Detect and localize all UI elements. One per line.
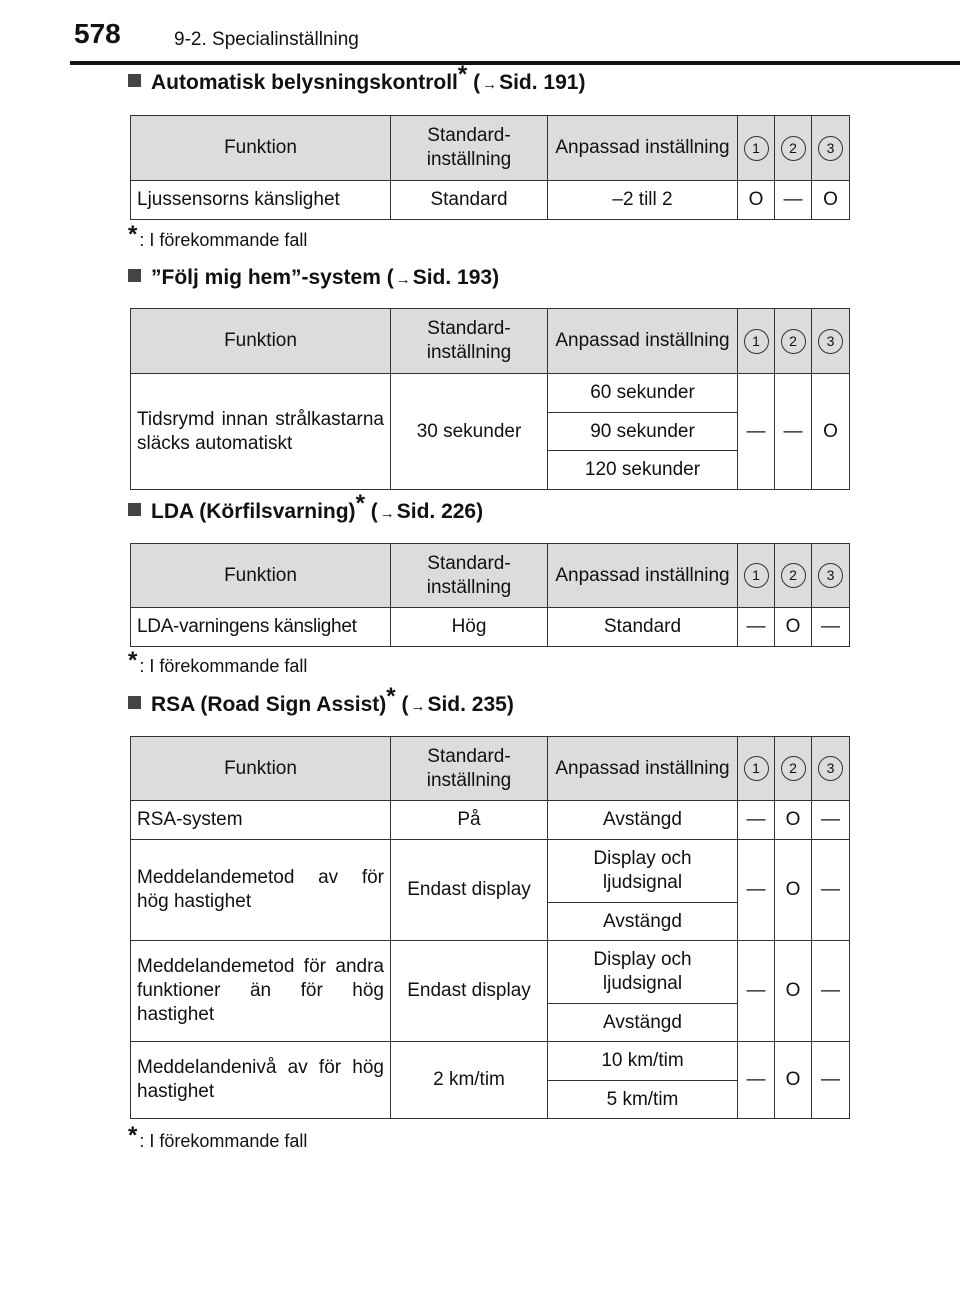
function-cell: Meddelandemetod för andra funktioner än för hög hastighet xyxy=(131,941,391,1042)
mark-cell-3: — xyxy=(812,801,850,840)
arrow-right-icon: → xyxy=(379,505,395,522)
mark-cell-3: — xyxy=(812,1042,850,1119)
custom-cell: 5 km/tim xyxy=(548,1081,738,1119)
footnote: * : I förekommande fall xyxy=(128,647,308,676)
settings-table-rsa xyxy=(130,736,850,1119)
circled-1-icon: 1 xyxy=(744,563,769,588)
col-header-anpassad: Anpassad inställning xyxy=(548,116,738,181)
mark-cell-3: O xyxy=(812,181,850,220)
bullet-square-icon xyxy=(128,269,141,282)
col-header-anpassad: Anpassad inställning xyxy=(548,309,738,374)
custom-cell: 10 km/tim xyxy=(548,1042,738,1081)
custom-cell: Avstängd xyxy=(548,801,738,840)
table-row xyxy=(131,801,850,840)
function-cell: LDA-varningens känslighet xyxy=(131,608,391,647)
circled-3-icon: 3 xyxy=(818,756,843,781)
custom-cell: –2 till 2 xyxy=(548,181,738,220)
col-header-funktion: Funktion xyxy=(131,544,391,608)
mark-cell-2: O xyxy=(775,801,812,840)
settings-table-follow-me-home xyxy=(130,308,850,490)
standard-cell: På xyxy=(391,801,548,840)
col-header-anpassad: Anpassad inställning xyxy=(548,544,738,608)
table-row xyxy=(131,840,850,903)
table-row xyxy=(131,374,850,413)
mark-cell-2: O xyxy=(775,840,812,941)
circled-1-icon: 1 xyxy=(744,329,769,354)
asterisk-icon: * xyxy=(386,683,396,710)
page-reference: Sid. 235 xyxy=(427,693,507,716)
custom-cell: Standard xyxy=(548,608,738,647)
circled-3-icon: 3 xyxy=(818,563,843,588)
arrow-right-icon: → xyxy=(410,698,426,715)
asterisk-icon: * xyxy=(128,1122,138,1149)
chapter-title: 9-2. Specialinställning xyxy=(174,29,359,50)
mark-cell-1: — xyxy=(738,801,775,840)
custom-cell: 60 sekunder xyxy=(548,374,738,413)
standard-cell: Standard xyxy=(391,181,548,220)
function-cell: RSA-system xyxy=(131,801,391,840)
page-reference: Sid. 226 xyxy=(396,500,477,523)
section-title: ”Följ mig hem”-system ( xyxy=(151,266,394,289)
mark-cell-2: O xyxy=(775,941,812,1042)
custom-cell: Display och ljudsignal xyxy=(548,941,738,1004)
mark-cell-1: — xyxy=(738,1042,775,1119)
asterisk-icon: * xyxy=(128,221,138,248)
table-row xyxy=(131,1042,850,1081)
page-reference: Sid. 191 xyxy=(499,71,579,94)
standard-cell: 2 km/tim xyxy=(391,1042,548,1119)
page-reference: Sid. 193 xyxy=(412,266,493,289)
circled-2-icon: 2 xyxy=(781,329,806,354)
standard-cell: Hög xyxy=(391,608,548,647)
standard-cell: Endast display xyxy=(391,840,548,941)
col-header-standard: Standard-inställning xyxy=(391,309,548,374)
section-heading-rsa: RSA (Road Sign Assist)* ( →Sid. 235) xyxy=(128,693,514,717)
arrow-right-icon: → xyxy=(395,271,411,288)
header-rule xyxy=(70,61,960,65)
mark-cell-2: — xyxy=(775,374,812,490)
footnote: * : I förekommande fall xyxy=(128,1122,308,1151)
col-header-funktion: Funktion xyxy=(131,737,391,801)
mark-cell-3: O xyxy=(812,374,850,490)
circled-3-icon: 3 xyxy=(818,329,843,354)
section-title: Automatisk belysningskontroll xyxy=(151,71,458,94)
col-header-standard: Standard-inställning xyxy=(391,737,548,801)
table-row xyxy=(131,181,850,220)
mark-cell-1: — xyxy=(738,374,775,490)
function-cell: Meddelandenivå av för hög hastighet xyxy=(131,1042,391,1119)
custom-cell: Avstängd xyxy=(548,903,738,941)
section-heading-follow-me-home: ”Följ mig hem”-system ( →Sid. 193) xyxy=(128,266,499,290)
mark-cell-1: — xyxy=(738,941,775,1042)
mark-cell-3: — xyxy=(812,840,850,941)
section-title: LDA (Körfilsvarning) xyxy=(151,500,356,523)
arrow-right-icon: → xyxy=(482,76,498,93)
asterisk-icon: * xyxy=(457,61,468,88)
circled-2-icon: 2 xyxy=(781,756,806,781)
function-cell: Meddelandemetod av för hög hastighet xyxy=(131,840,391,941)
mark-cell-2: O xyxy=(775,608,812,647)
function-cell: Ljussensorns känslighet xyxy=(131,181,391,220)
settings-table-automatic-lighting xyxy=(130,115,850,220)
footnote: * : I förekommande fall xyxy=(128,221,308,250)
standard-cell: 30 sekunder xyxy=(391,374,548,490)
col-header-standard: Standard-inställning xyxy=(391,116,548,181)
custom-cell: 90 sekunder xyxy=(548,413,738,451)
circled-1-icon: 1 xyxy=(744,136,769,161)
page-number: 578 xyxy=(74,18,121,49)
standard-cell: Endast display xyxy=(391,941,548,1042)
section-heading-lda: LDA (Körfilsvarning)* ( →Sid. 226) xyxy=(128,500,483,524)
circled-3-icon: 3 xyxy=(818,136,843,161)
bullet-square-icon xyxy=(128,696,141,709)
section-title: RSA (Road Sign Assist) xyxy=(151,693,387,716)
custom-cell: Display och ljudsignal xyxy=(548,840,738,903)
mark-cell-2: O xyxy=(775,1042,812,1119)
circled-2-icon: 2 xyxy=(781,563,806,588)
circled-1-icon: 1 xyxy=(744,756,769,781)
asterisk-icon: * xyxy=(355,490,365,517)
bullet-square-icon xyxy=(128,74,141,87)
table-row xyxy=(131,608,850,647)
col-header-anpassad: Anpassad inställning xyxy=(548,737,738,801)
bullet-square-icon xyxy=(128,503,141,516)
asterisk-icon: * xyxy=(128,647,138,674)
col-header-funktion: Funktion xyxy=(131,309,391,374)
custom-cell: 120 sekunder xyxy=(548,451,738,490)
table-row xyxy=(131,941,850,1004)
col-header-standard: Standard-inställning xyxy=(391,544,548,608)
mark-cell-2: — xyxy=(775,181,812,220)
section-heading-automatic-lighting: Automatisk belysningskontroll* ( →Sid. 191) xyxy=(128,71,585,95)
custom-cell: Avstängd xyxy=(548,1004,738,1042)
circled-2-icon: 2 xyxy=(781,136,806,161)
function-cell: Tidsrymd innan strålkastarna släcks automatiskt xyxy=(131,374,391,490)
mark-cell-1: — xyxy=(738,840,775,941)
settings-table-lda xyxy=(130,543,850,647)
col-header-funktion: Funktion xyxy=(131,116,391,181)
mark-cell-3: — xyxy=(812,608,850,647)
mark-cell-3: — xyxy=(812,941,850,1042)
mark-cell-1: O xyxy=(738,181,775,220)
mark-cell-1: — xyxy=(738,608,775,647)
